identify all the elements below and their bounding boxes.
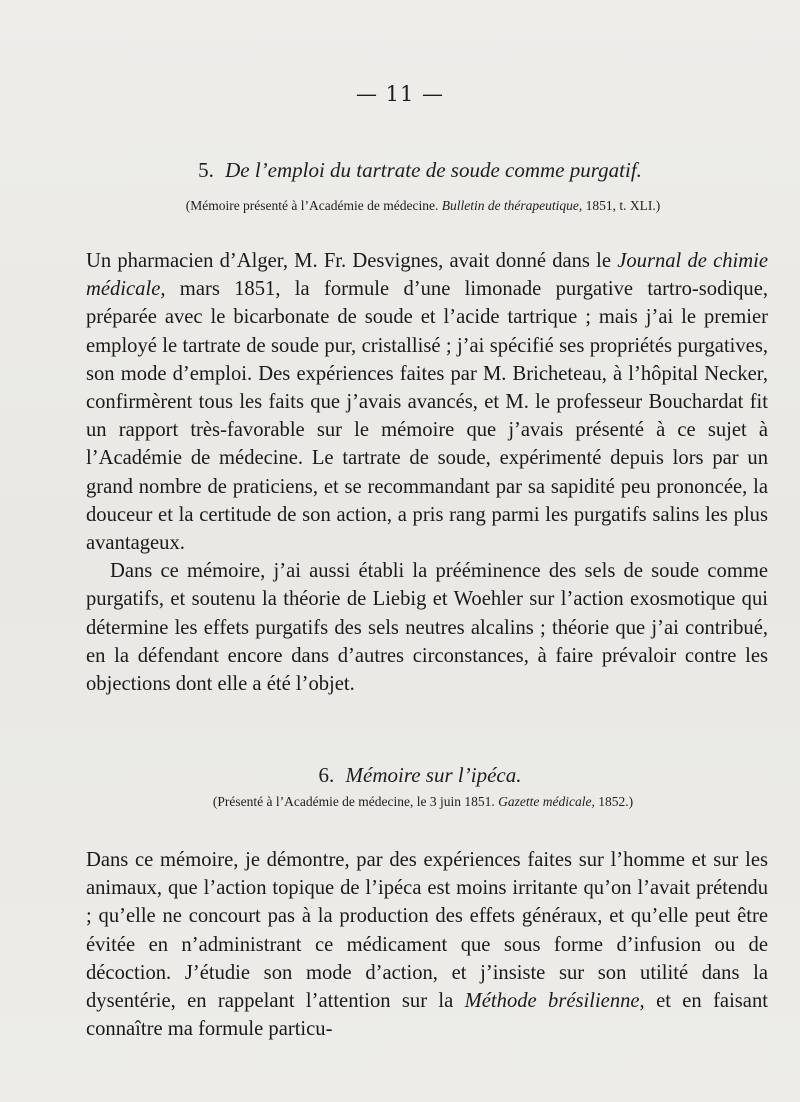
section-6-p1-text-b: et en faisant connaître ma formule particu- (86, 990, 768, 1041)
section-5-source (78, 198, 768, 214)
page-number: — 11 — (355, 82, 445, 106)
section-5-body (86, 247, 768, 698)
section-6-body (86, 846, 768, 1043)
section-5-paragraph-1 (86, 247, 768, 557)
section-5-p1-text-a: Un pharmacien d’Alger, M. Fr. Desvignes, avait donné dans le (86, 250, 612, 272)
section-5-title: De l’emploi du tartrate de soude comme purgatif. (225, 158, 642, 182)
section-6-title: Mémoire sur l’ipéca. (345, 763, 522, 787)
section-6-source (78, 794, 768, 810)
section-5-p1-text-b: mars 1851, la formule d’une limonade purgative tartro-sodique, préparée avec le bicarbonate de soude et l’acide tartrique ; mais j’ai le premier employé le tartrate de soude pur, cristallisé ; j’ai spécifié ses propriétés purgatives, son mode d’emploi. Des expériences faites par M. Bricheteau, à l’hôpital Necker, confirmèrent tous les faits que j’avais avancés, et M. le professeur Bouchardat fit un rapport très-favorable sur le mémoire que j’avais présenté à ce sujet à l’Académie de médecine. Le tartrate de soude, expérimenté depuis lors par un grand nombre de praticiens, et se recommandant par sa sapidité peu prononcée, la douceur et la certitude de son action, a pris rang parmi les purgatifs salins les plus avantageux. (86, 278, 768, 555)
section-6-number: 6. (318, 763, 335, 787)
section-6-source-journal: Gazette médicale, (498, 794, 595, 809)
section-5-source-journal: Bulletin de thérapeutique, (441, 198, 583, 213)
section-6-heading (80, 763, 760, 788)
section-5-source-prefix: (Mémoire présenté à l’Académie de médecine. (185, 198, 439, 213)
section-5-number: 5. (198, 158, 214, 182)
section-5-paragraph-2: Dans ce mémoire, j’ai aussi établi la prééminence des sels de soude comme purgatifs, et soutenu la théorie de Liebig et Woehler sur l’action exosmotique qui détermine les effets purgatifs des sels neutres alcalins ; théorie que j’ai contribué, en la défendant encore dans d’autres circonstances, à faire prévaloir contre les objections dont elle a été l’objet. (86, 560, 768, 696)
section-5-p1-journal: Journal de chimie médicale, (86, 250, 768, 301)
section-5-heading (80, 158, 760, 183)
section-6-p1-method: Méthode brésilienne, (464, 990, 645, 1013)
section-5-source-suffix: 1851, t. XLI.) (585, 198, 661, 213)
section-6-p1-text-a: Dans ce mémoire, je démontre, par des expériences faites sur l’homme et sur les animaux, que l’action topique de l’ipéca est moins irritante qu’on l’avait prétendu ; qu’elle ne concourt pas à la production des effets généraux, et qu’elle peut être évitée en n’administrant ce médicament que sous forme d’infusion ou de décoction. J’étudie son mode d’action, et j’insiste sur son utilité dans la dysentérie, en rappelant l’attention sur la (86, 849, 768, 1013)
section-6-paragraph-1 (86, 846, 768, 1043)
section-6-source-suffix: 1852.) (598, 794, 634, 809)
section-6-source-prefix: (Présenté à l’Académie de médecine, le 3 juin 1851. (212, 794, 495, 809)
